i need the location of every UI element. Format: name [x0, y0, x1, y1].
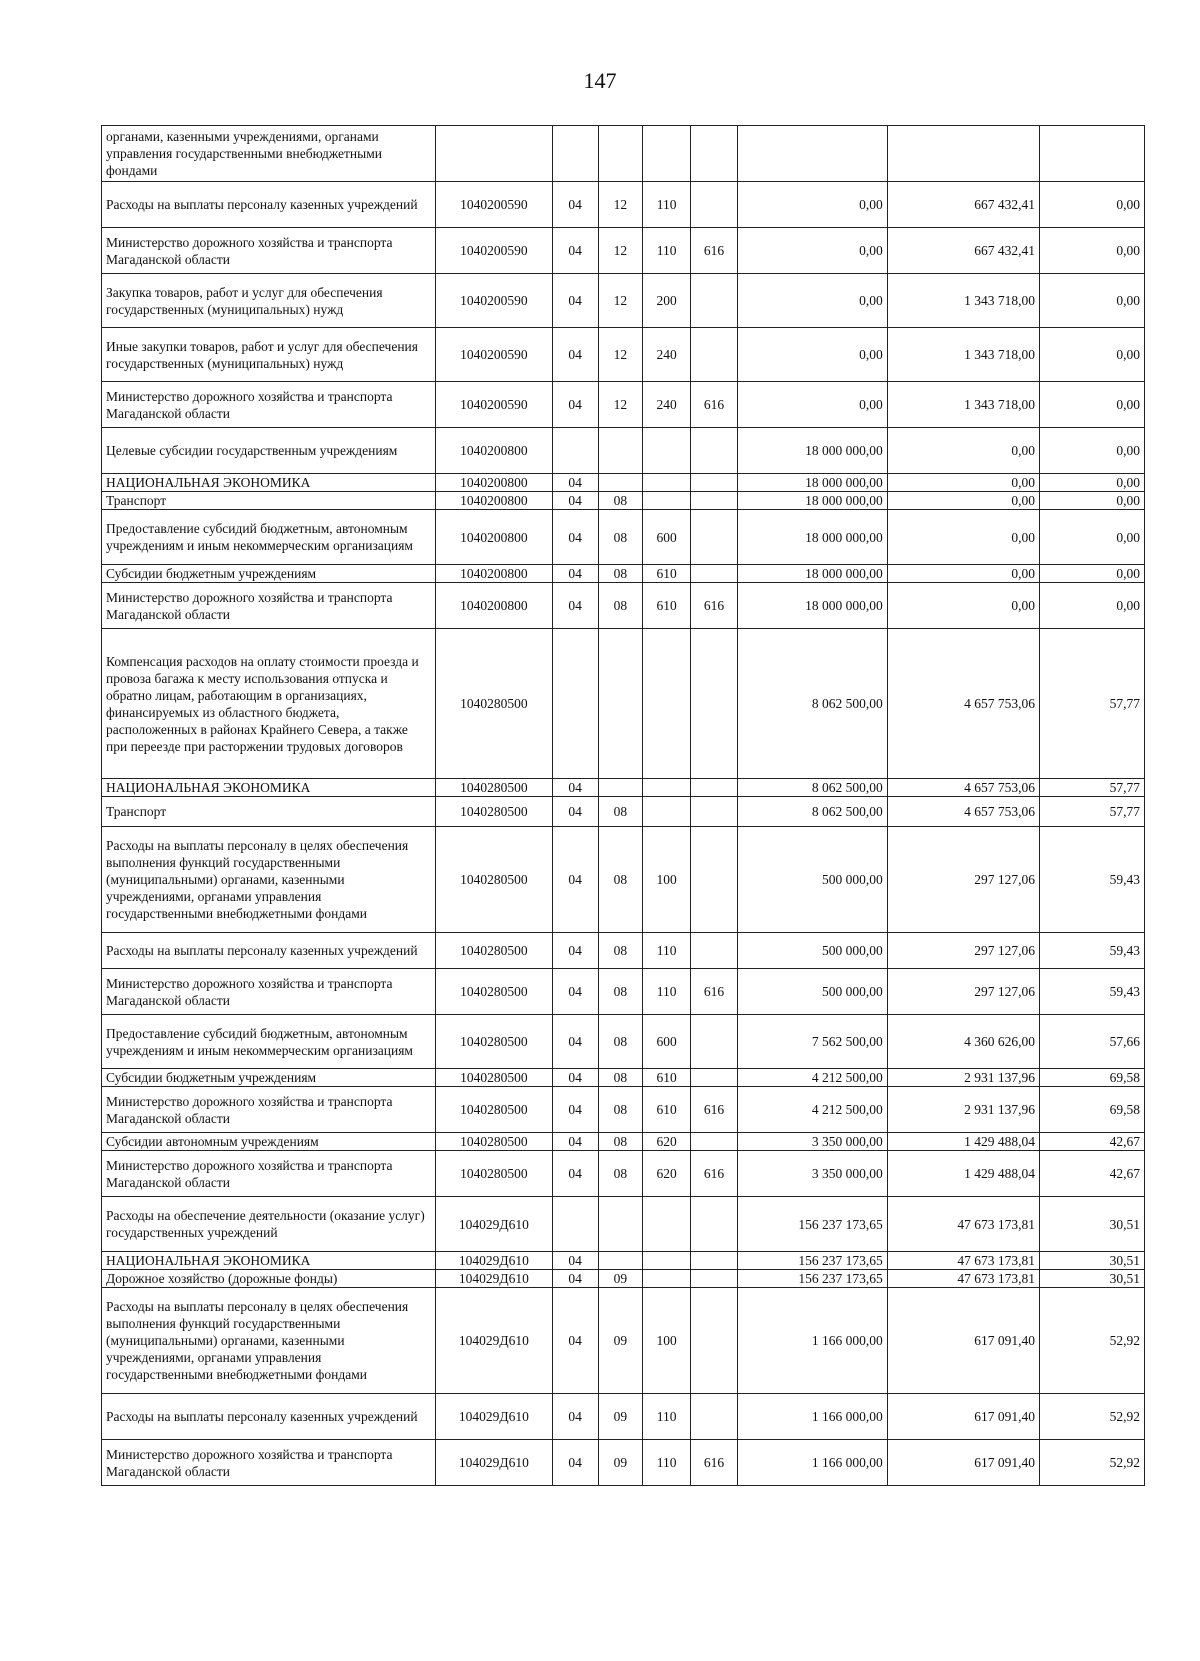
cell-section: 04 [552, 1288, 598, 1394]
cell-expense-type: 610 [643, 1087, 691, 1133]
cell-administrator [691, 779, 737, 797]
cell-administrator [691, 629, 737, 779]
cell-administrator [691, 1133, 737, 1151]
table-row [102, 382, 1145, 428]
cell-subsection [598, 779, 642, 797]
cell-section: 04 [552, 474, 598, 492]
cell-administrator [691, 1015, 737, 1069]
cell-percent: 0,00 [1040, 182, 1145, 228]
cell-planned-amount: 156 237 173,65 [737, 1270, 887, 1288]
cell-expense-type: 620 [643, 1133, 691, 1151]
cell-name: Расходы на выплаты персоналу казенных учреждений [102, 182, 436, 228]
cell-administrator [691, 492, 737, 510]
table-row [102, 933, 1145, 969]
cell-planned-amount: 18 000 000,00 [737, 474, 887, 492]
cell-actual-amount: 617 091,40 [887, 1440, 1039, 1486]
cell-section: 04 [552, 565, 598, 583]
cell-name: Министерство дорожного хозяйства и транспорта Магаданской области [102, 583, 436, 629]
cell-actual-amount: 4 657 753,06 [887, 779, 1039, 797]
budget-execution-table [101, 125, 1145, 1486]
cell-planned-amount: 0,00 [737, 228, 887, 274]
cell-actual-amount: 0,00 [887, 492, 1039, 510]
cell-planned-amount: 0,00 [737, 328, 887, 382]
cell-section: 04 [552, 1270, 598, 1288]
cell-percent: 59,43 [1040, 933, 1145, 969]
cell-actual-amount: 1 343 718,00 [887, 274, 1039, 328]
cell-name: Расходы на выплаты персоналу казенных учреждений [102, 933, 436, 969]
cell-actual-amount: 1 343 718,00 [887, 382, 1039, 428]
table-row [102, 1394, 1145, 1440]
cell-planned-amount: 4 212 500,00 [737, 1069, 887, 1087]
table-row [102, 1133, 1145, 1151]
cell-target-code: 104029Д610 [436, 1197, 552, 1252]
cell-section: 04 [552, 492, 598, 510]
cell-section [552, 629, 598, 779]
cell-actual-amount: 2 931 137,96 [887, 1069, 1039, 1087]
cell-subsection: 08 [598, 583, 642, 629]
table-row [102, 969, 1145, 1015]
cell-planned-amount: 500 000,00 [737, 969, 887, 1015]
table-row [102, 492, 1145, 510]
cell-planned-amount: 18 000 000,00 [737, 492, 887, 510]
cell-name: Транспорт [102, 797, 436, 827]
cell-planned-amount: 0,00 [737, 274, 887, 328]
cell-administrator [691, 1270, 737, 1288]
cell-section: 04 [552, 510, 598, 565]
cell-target-code: 1040200590 [436, 274, 552, 328]
cell-expense-type: 100 [643, 1288, 691, 1394]
cell-expense-type: 620 [643, 1151, 691, 1197]
cell-target-code: 1040280500 [436, 1151, 552, 1197]
cell-administrator [691, 474, 737, 492]
cell-planned-amount: 8 062 500,00 [737, 797, 887, 827]
table-row [102, 1197, 1145, 1252]
cell-percent: 57,77 [1040, 797, 1145, 827]
cell-administrator [691, 1197, 737, 1252]
cell-section: 04 [552, 1151, 598, 1197]
cell-actual-amount: 667 432,41 [887, 182, 1039, 228]
cell-subsection: 08 [598, 565, 642, 583]
cell-subsection: 12 [598, 274, 642, 328]
cell-target-code: 1040200590 [436, 328, 552, 382]
cell-actual-amount: 617 091,40 [887, 1288, 1039, 1394]
cell-administrator [691, 565, 737, 583]
cell-target-code: 1040280500 [436, 629, 552, 779]
cell-percent: 0,00 [1040, 328, 1145, 382]
cell-name: Субсидии бюджетным учреждениям [102, 565, 436, 583]
cell-section: 04 [552, 933, 598, 969]
page-number: 147 [583, 68, 617, 93]
cell-target-code: 1040280500 [436, 827, 552, 933]
cell-target-code: 1040280500 [436, 933, 552, 969]
cell-percent: 52,92 [1040, 1440, 1145, 1486]
cell-section: 04 [552, 1440, 598, 1486]
cell-expense-type [643, 1252, 691, 1270]
cell-name: Министерство дорожного хозяйства и транспорта Магаданской области [102, 1151, 436, 1197]
table-row [102, 1087, 1145, 1133]
cell-administrator: 616 [691, 1440, 737, 1486]
cell-section: 04 [552, 1087, 598, 1133]
cell-administrator: 616 [691, 969, 737, 1015]
cell-name: Министерство дорожного хозяйства и транспорта Магаданской области [102, 1087, 436, 1133]
cell-expense-type: 200 [643, 274, 691, 328]
cell-section: 04 [552, 382, 598, 428]
cell-planned-amount: 0,00 [737, 182, 887, 228]
cell-subsection: 08 [598, 1151, 642, 1197]
cell-actual-amount: 2 931 137,96 [887, 1087, 1039, 1133]
cell-name: Расходы на выплаты персоналу в целях обеспечения выполнения функций государственными (муниципальными) органами, казенными учреждениями, органами управления государственными внебюджетными фондами [102, 827, 436, 933]
cell-subsection: 12 [598, 182, 642, 228]
cell-expense-type: 600 [643, 510, 691, 565]
cell-actual-amount: 667 432,41 [887, 228, 1039, 274]
cell-expense-type [643, 797, 691, 827]
cell-expense-type: 610 [643, 1069, 691, 1087]
cell-name: Компенсация расходов на оплату стоимости проезда и провоза багажа к месту использования отпуска и обратно лицам, работающим в организациях, финансируемых из областного бюджета, расположенных в районах Крайнего Севера, а также при переезде при расторжении трудовых договоров [102, 629, 436, 779]
cell-name: Предоставление субсидий бюджетным, автономным учреждениям и иным некоммерческим организациям [102, 1015, 436, 1069]
cell-percent: 0,00 [1040, 583, 1145, 629]
table-row [102, 1440, 1145, 1486]
cell-planned-amount: 18 000 000,00 [737, 428, 887, 474]
cell-planned-amount: 156 237 173,65 [737, 1197, 887, 1252]
cell-planned-amount: 8 062 500,00 [737, 629, 887, 779]
cell-subsection [598, 1252, 642, 1270]
table-row [102, 629, 1145, 779]
cell-name: органами, казенными учреждениями, органами управления государственными внебюджетными фондами [102, 126, 436, 182]
table-body [102, 126, 1145, 1486]
cell-actual-amount: 47 673 173,81 [887, 1252, 1039, 1270]
cell-percent: 30,51 [1040, 1197, 1145, 1252]
cell-percent: 69,58 [1040, 1087, 1145, 1133]
cell-subsection: 12 [598, 228, 642, 274]
cell-target-code: 1040200800 [436, 565, 552, 583]
table-row [102, 565, 1145, 583]
cell-section: 04 [552, 779, 598, 797]
cell-planned-amount: 18 000 000,00 [737, 565, 887, 583]
cell-name: НАЦИОНАЛЬНАЯ ЭКОНОМИКА [102, 1252, 436, 1270]
cell-planned-amount: 4 212 500,00 [737, 1087, 887, 1133]
cell-percent: 57,66 [1040, 1015, 1145, 1069]
cell-section: 04 [552, 1069, 598, 1087]
cell-administrator [691, 1394, 737, 1440]
cell-target-code: 1040280500 [436, 1069, 552, 1087]
cell-subsection: 09 [598, 1270, 642, 1288]
cell-name: Расходы на обеспечение деятельности (оказание услуг) государственных учреждений [102, 1197, 436, 1252]
cell-target-code: 104029Д610 [436, 1440, 552, 1486]
cell-expense-type: 600 [643, 1015, 691, 1069]
cell-expense-type: 110 [643, 969, 691, 1015]
cell-expense-type: 110 [643, 182, 691, 228]
cell-expense-type: 110 [643, 1440, 691, 1486]
cell-name: Расходы на выплаты персоналу в целях обеспечения выполнения функций государственными (муниципальными) органами, казенными учреждениями, органами управления государственными внебюджетными фондами [102, 1288, 436, 1394]
cell-subsection [598, 1197, 642, 1252]
cell-name: Закупка товаров, работ и услуг для обеспечения государственных (муниципальных) нужд [102, 274, 436, 328]
cell-percent: 59,43 [1040, 827, 1145, 933]
cell-administrator [691, 1288, 737, 1394]
cell-planned-amount: 3 350 000,00 [737, 1151, 887, 1197]
cell-target-code: 1040280500 [436, 1015, 552, 1069]
cell-administrator: 616 [691, 1151, 737, 1197]
cell-subsection: 08 [598, 797, 642, 827]
cell-administrator: 616 [691, 228, 737, 274]
table-row [102, 1151, 1145, 1197]
cell-name: Целевые субсидии государственным учреждениям [102, 428, 436, 474]
cell-administrator [691, 428, 737, 474]
cell-administrator [691, 328, 737, 382]
cell-percent: 0,00 [1040, 492, 1145, 510]
cell-administrator [691, 510, 737, 565]
cell-section: 04 [552, 228, 598, 274]
cell-target-code: 104029Д610 [436, 1288, 552, 1394]
cell-percent: 0,00 [1040, 382, 1145, 428]
cell-expense-type: 100 [643, 827, 691, 933]
cell-planned-amount: 500 000,00 [737, 827, 887, 933]
cell-section: 04 [552, 1015, 598, 1069]
cell-name: Министерство дорожного хозяйства и транспорта Магаданской области [102, 382, 436, 428]
table-row [102, 1252, 1145, 1270]
cell-planned-amount: 8 062 500,00 [737, 779, 887, 797]
table-row [102, 779, 1145, 797]
cell-subsection [598, 474, 642, 492]
cell-name: НАЦИОНАЛЬНАЯ ЭКОНОМИКА [102, 779, 436, 797]
cell-section: 04 [552, 969, 598, 1015]
cell-name: Министерство дорожного хозяйства и транспорта Магаданской области [102, 1440, 436, 1486]
cell-name: Иные закупки товаров, работ и услуг для обеспечения государственных (муниципальных) нужд [102, 328, 436, 382]
cell-actual-amount: 297 127,06 [887, 827, 1039, 933]
cell-target-code: 1040200800 [436, 474, 552, 492]
cell-planned-amount: 0,00 [737, 382, 887, 428]
cell-section: 04 [552, 274, 598, 328]
cell-subsection: 09 [598, 1394, 642, 1440]
cell-target-code: 1040280500 [436, 1087, 552, 1133]
table-row [102, 827, 1145, 933]
cell-percent: 0,00 [1040, 565, 1145, 583]
cell-percent: 42,67 [1040, 1151, 1145, 1197]
cell-target-code: 1040200800 [436, 428, 552, 474]
table-row [102, 510, 1145, 565]
cell-subsection: 08 [598, 1133, 642, 1151]
cell-target-code: 1040200800 [436, 510, 552, 565]
table-row [102, 583, 1145, 629]
cell-subsection: 08 [598, 510, 642, 565]
cell-subsection: 08 [598, 1069, 642, 1087]
cell-actual-amount: 0,00 [887, 583, 1039, 629]
cell-planned-amount: 500 000,00 [737, 933, 887, 969]
cell-expense-type [643, 1270, 691, 1288]
cell-subsection: 08 [598, 827, 642, 933]
table-row [102, 474, 1145, 492]
cell-percent: 30,51 [1040, 1270, 1145, 1288]
cell-name: Министерство дорожного хозяйства и транспорта Магаданской области [102, 228, 436, 274]
cell-name: Расходы на выплаты персоналу казенных учреждений [102, 1394, 436, 1440]
table-row [102, 428, 1145, 474]
cell-administrator [691, 126, 737, 182]
cell-actual-amount: 0,00 [887, 428, 1039, 474]
table-row [102, 1015, 1145, 1069]
table-row [102, 1069, 1145, 1087]
cell-subsection: 08 [598, 969, 642, 1015]
cell-percent: 0,00 [1040, 474, 1145, 492]
cell-actual-amount: 1 429 488,04 [887, 1151, 1039, 1197]
cell-administrator [691, 1252, 737, 1270]
cell-subsection [598, 629, 642, 779]
cell-administrator: 616 [691, 1087, 737, 1133]
cell-planned-amount: 18 000 000,00 [737, 510, 887, 565]
cell-percent: 0,00 [1040, 274, 1145, 328]
cell-target-code: 1040200590 [436, 182, 552, 228]
cell-section: 04 [552, 583, 598, 629]
cell-subsection: 08 [598, 1087, 642, 1133]
cell-section: 04 [552, 827, 598, 933]
cell-percent: 0,00 [1040, 510, 1145, 565]
cell-percent: 0,00 [1040, 428, 1145, 474]
cell-expense-type [643, 126, 691, 182]
table-row [102, 1288, 1145, 1394]
cell-name: Транспорт [102, 492, 436, 510]
cell-planned-amount: 7 562 500,00 [737, 1015, 887, 1069]
cell-section [552, 428, 598, 474]
cell-expense-type: 110 [643, 228, 691, 274]
cell-section: 04 [552, 1133, 598, 1151]
cell-name: НАЦИОНАЛЬНАЯ ЭКОНОМИКА [102, 474, 436, 492]
cell-planned-amount: 18 000 000,00 [737, 583, 887, 629]
cell-target-code: 1040280500 [436, 1133, 552, 1151]
cell-planned-amount [737, 126, 887, 182]
cell-planned-amount: 1 166 000,00 [737, 1394, 887, 1440]
cell-subsection: 08 [598, 933, 642, 969]
cell-actual-amount: 47 673 173,81 [887, 1270, 1039, 1288]
cell-subsection: 08 [598, 492, 642, 510]
cell-target-code: 104029Д610 [436, 1394, 552, 1440]
cell-subsection: 08 [598, 1015, 642, 1069]
cell-subsection: 12 [598, 328, 642, 382]
cell-expense-type [643, 629, 691, 779]
cell-section [552, 1197, 598, 1252]
table-row [102, 182, 1145, 228]
cell-percent: 52,92 [1040, 1394, 1145, 1440]
cell-actual-amount: 4 657 753,06 [887, 629, 1039, 779]
cell-name: Дорожное хозяйство (дорожные фонды) [102, 1270, 436, 1288]
cell-expense-type: 240 [643, 382, 691, 428]
cell-section [552, 126, 598, 182]
cell-target-code: 1040200800 [436, 583, 552, 629]
cell-planned-amount: 1 166 000,00 [737, 1288, 887, 1394]
cell-actual-amount [887, 126, 1039, 182]
cell-administrator: 616 [691, 583, 737, 629]
cell-administrator [691, 274, 737, 328]
cell-subsection: 09 [598, 1440, 642, 1486]
cell-actual-amount: 1 429 488,04 [887, 1133, 1039, 1151]
cell-expense-type: 110 [643, 933, 691, 969]
table-row [102, 274, 1145, 328]
cell-actual-amount: 297 127,06 [887, 933, 1039, 969]
table-row [102, 328, 1145, 382]
table-row [102, 797, 1145, 827]
cell-actual-amount: 4 657 753,06 [887, 797, 1039, 827]
cell-planned-amount: 1 166 000,00 [737, 1440, 887, 1486]
cell-name: Министерство дорожного хозяйства и транспорта Магаданской области [102, 969, 436, 1015]
cell-target-code: 1040200800 [436, 492, 552, 510]
cell-expense-type: 610 [643, 583, 691, 629]
cell-percent: 42,67 [1040, 1133, 1145, 1151]
cell-expense-type [643, 1197, 691, 1252]
cell-target-code: 104029Д610 [436, 1252, 552, 1270]
cell-target-code: 1040200590 [436, 382, 552, 428]
cell-target-code: 104029Д610 [436, 1270, 552, 1288]
cell-percent: 0,00 [1040, 228, 1145, 274]
cell-section: 04 [552, 182, 598, 228]
cell-section: 04 [552, 1252, 598, 1270]
cell-subsection: 09 [598, 1288, 642, 1394]
cell-administrator: 616 [691, 382, 737, 428]
cell-actual-amount: 0,00 [887, 510, 1039, 565]
cell-expense-type [643, 474, 691, 492]
cell-planned-amount: 3 350 000,00 [737, 1133, 887, 1151]
cell-expense-type [643, 492, 691, 510]
cell-expense-type [643, 428, 691, 474]
cell-percent [1040, 126, 1145, 182]
cell-target-code: 1040280500 [436, 969, 552, 1015]
cell-percent: 69,58 [1040, 1069, 1145, 1087]
cell-actual-amount: 617 091,40 [887, 1394, 1039, 1440]
table-row [102, 126, 1145, 182]
cell-administrator [691, 1069, 737, 1087]
cell-administrator [691, 827, 737, 933]
cell-percent: 57,77 [1040, 779, 1145, 797]
cell-percent: 59,43 [1040, 969, 1145, 1015]
cell-administrator [691, 797, 737, 827]
cell-name: Субсидии автономным учреждениям [102, 1133, 436, 1151]
cell-percent: 57,77 [1040, 629, 1145, 779]
cell-subsection [598, 126, 642, 182]
cell-expense-type [643, 779, 691, 797]
cell-section: 04 [552, 1394, 598, 1440]
cell-administrator [691, 182, 737, 228]
cell-subsection [598, 428, 642, 474]
cell-name: Субсидии бюджетным учреждениям [102, 1069, 436, 1087]
cell-target-code: 1040280500 [436, 779, 552, 797]
cell-actual-amount: 297 127,06 [887, 969, 1039, 1015]
cell-actual-amount: 4 360 626,00 [887, 1015, 1039, 1069]
cell-actual-amount: 47 673 173,81 [887, 1197, 1039, 1252]
cell-percent: 52,92 [1040, 1288, 1145, 1394]
cell-expense-type: 240 [643, 328, 691, 382]
table-row [102, 1270, 1145, 1288]
cell-subsection: 12 [598, 382, 642, 428]
cell-actual-amount: 1 343 718,00 [887, 328, 1039, 382]
table-row [102, 228, 1145, 274]
cell-actual-amount: 0,00 [887, 474, 1039, 492]
cell-administrator [691, 933, 737, 969]
cell-planned-amount: 156 237 173,65 [737, 1252, 887, 1270]
cell-section: 04 [552, 328, 598, 382]
cell-expense-type: 610 [643, 565, 691, 583]
cell-name: Предоставление субсидий бюджетным, автономным учреждениям и иным некоммерческим организациям [102, 510, 436, 565]
cell-target-code [436, 126, 552, 182]
cell-target-code: 1040280500 [436, 797, 552, 827]
cell-expense-type: 110 [643, 1394, 691, 1440]
cell-section: 04 [552, 797, 598, 827]
cell-target-code: 1040200590 [436, 228, 552, 274]
cell-actual-amount: 0,00 [887, 565, 1039, 583]
cell-percent: 30,51 [1040, 1252, 1145, 1270]
